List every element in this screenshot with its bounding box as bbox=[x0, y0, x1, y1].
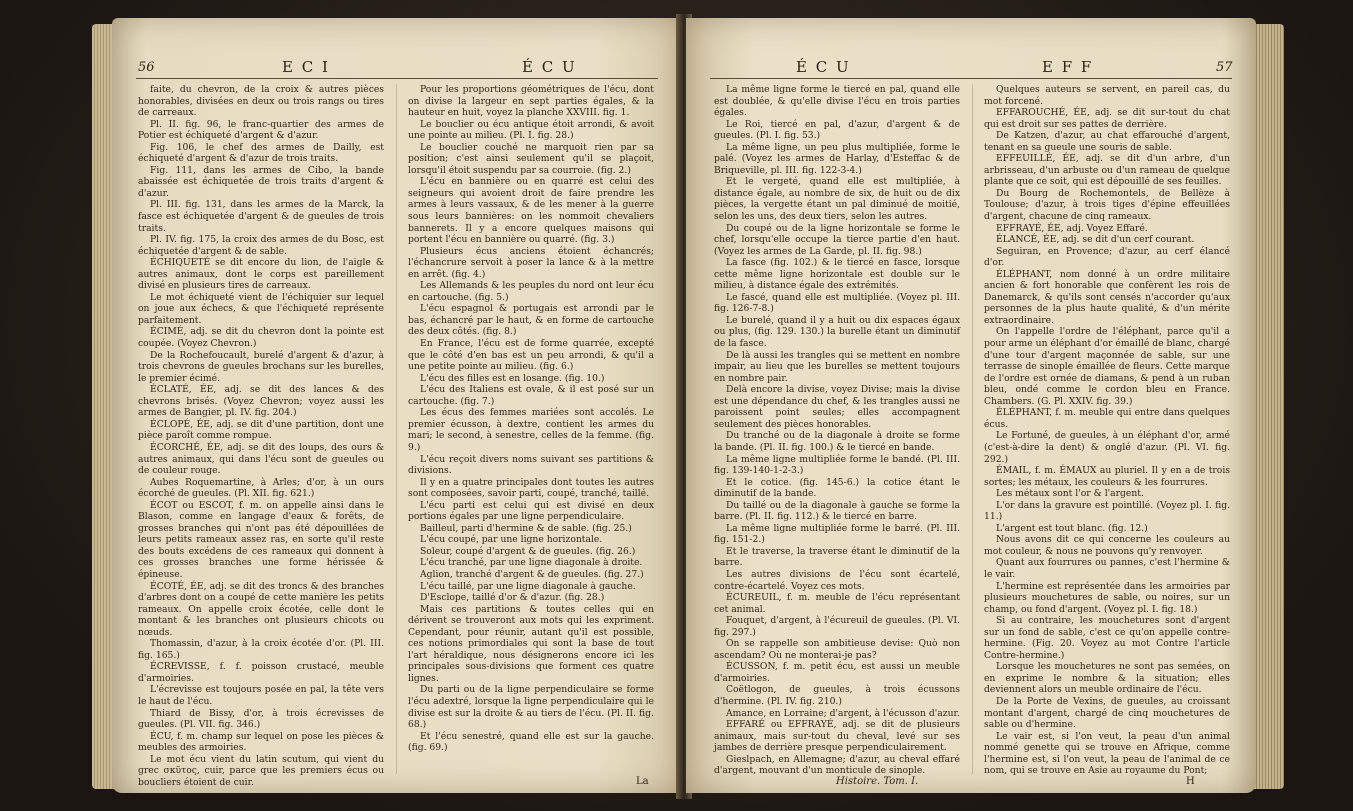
paragraph: ÉCIMÉ, adj. se dit du chevron dont la pointe est coupée. (Voyez Chevron.) bbox=[138, 326, 384, 350]
right-signature-mark: H bbox=[1186, 776, 1195, 787]
paragraph: L'écu tranché, par une ligne diagonale à droite. bbox=[420, 557, 643, 569]
paragraph: Et le cotice. (fig. 145-6.) la cotice étant le diminutif de la bande. bbox=[714, 476, 960, 500]
right-page-edges bbox=[1254, 24, 1284, 789]
paragraph: Le mot échiqueté vient de l'échiquier sur lequel on joue aux échecs, & que l'échiqueté représente parfaitement. bbox=[138, 291, 384, 326]
paragraph: Du taillé ou de la diagonale à gauche se forme la barre. (Pl. II. fig. 112.) & le tiercé en barre. bbox=[714, 499, 960, 523]
paragraph: ÉLÉPHANT, nom donné à un ordre militaire ancien & fort honorable que confèrent les rois de Danemarck, & qu'ils sont censés n'accorder qu'aux personnes de la plus haute qualité, & d'un mérite extraordinaire. bbox=[984, 268, 1230, 326]
paragraph: ÉCOT ou ESCOT, f. m. on appelle ainsi dans le Blason, comme en langage d'eaux & forêts, de grosses branches qui n'ont pas été dépouillées de leurs petits rameaux assez ras, en sorte qu'il reste des bouts excédens de ces rameaux qui donnent à ces grosses branches une forme hérissée & épineuse. bbox=[138, 499, 384, 580]
paragraph: Thomassin, d'azur, à la croix écotée d'or. (Pl. III. fig. 165.) bbox=[138, 638, 384, 661]
paragraph: Le bouclier ou écu antique étoit arrondi, & avoit une pointe au milieu. (Pl. I. fig. 28.) bbox=[408, 118, 654, 142]
paragraph: D'Esclope, taillé d'or & d'azur. (fig. 28.) bbox=[420, 592, 605, 604]
paragraph: Le mot écu vient du latin scutum, qui vient du grec σκῦτος, cuir, parce que les premiers écus ou boucliers étoient de cuir. bbox=[138, 753, 384, 788]
paragraph: Gieslpach, en Allemagne; d'azur, au cheval effaré d'argent, mouvant d'un monticule de sinople. bbox=[714, 753, 960, 777]
paragraph: Les métaux sont l'or & l'argent. bbox=[996, 488, 1144, 500]
paragraph: Amance, en Lorraine; d'argent, à l'écusson d'azur. bbox=[726, 707, 960, 719]
left-page bbox=[112, 18, 682, 793]
paragraph: ÉCLATÉ, ÉE, adj. se dit des lances & des chevrons brisés. (Voyez Chevron; voyez aussi les armes de Bangier, pl. IV. fig. 204.) bbox=[138, 384, 384, 419]
right-page-number: 57 bbox=[1216, 60, 1233, 75]
paragraph: Du tranché ou de la diagonale à droite se forme la bande. (Pl. II. fig. 100.) & le tiercé en bande. bbox=[714, 430, 960, 453]
paragraph: L'écu en bannière ou en quarré est celui des seigneurs qui avoient droit de faire prendre les armes à leurs vassaux, & de les mener à la guerre sous leurs bannières: on les nommoit chevaliers bannerets. Il y a encore quelques maisons qui portent l'écu en bannière ou quarré. (fig. 3.) bbox=[408, 176, 654, 246]
paragraph: L'écu parti est celui qui est divisé en deux portions égales par une ligne perpendiculaire. bbox=[408, 499, 654, 523]
left-page-edges bbox=[92, 24, 114, 789]
paragraph: ÉCLOPÉ, ÉE, adj. se dit d'une partition, dont une pièce paroît comme rompue. bbox=[138, 418, 384, 442]
paragraph: Pl. III. fig. 131, dans les armes de la Marck, la fasce est échiquetée d'argent & de gueules de trois traits. bbox=[138, 199, 384, 234]
paragraph: Aglion, tranché d'argent & de gueules. (fig. 27.) bbox=[420, 568, 644, 580]
paragraph: ÉCU, f. m. champ sur lequel on pose les pièces & meubles des armoiries. bbox=[138, 730, 384, 754]
paragraph: ÉMAIL, f. m. ÉMAUX au pluriel. Il y en a de trois sortes; les métaux, les couleurs & les fourrures. bbox=[984, 465, 1230, 488]
right-column-1 bbox=[714, 84, 960, 777]
paragraph: L'écu taillé, par une ligne diagonale à gauche. bbox=[420, 580, 636, 592]
paragraph: De là aussi les trangles qui se mettent en nombre impair, au lieu que les burelles se mettent toujours en nombre pair. bbox=[714, 349, 960, 384]
paragraph: La même ligne forme le tiercé en pal, quand elle est doublée, & qu'elle divise l'écu en trois parties égales. bbox=[714, 84, 960, 119]
paragraph: Le bouclier couché ne marquoit rien par sa position; c'est ainsi seulement qu'il se plaçoit, lorsqu'il étoit suspendu par sa courroie. (fig. 2.) bbox=[408, 141, 654, 176]
paragraph: Aubes Roquemartine, à Arles; d'or, à un ours écorché de gueules. (Pl. XII. fig. 621.) bbox=[138, 476, 384, 500]
paragraph: On se rappelle son ambitieuse devise: Quò non ascendam? Où ne monterai-je pas? bbox=[714, 638, 960, 661]
paragraph: faite, du chevron, de la croix & autres pièces honorables, divisées en deux ou trois rangs ou tires de carreaux. bbox=[138, 84, 384, 119]
paragraph: L'écrevisse est toujours posée en pal, la tête vers le haut de l'écu. bbox=[138, 684, 384, 707]
paragraph: Thiard de Bissy, d'or, à trois écrevisses de gueules. (Pl. VII. fig. 346.) bbox=[138, 707, 384, 731]
paragraph: Lorsque les mouchetures ne sont pas semées, on en exprime le nombre & la situation; elles deviennent alors un meuble ordinaire de l'écu. bbox=[984, 661, 1230, 696]
paragraph: Mais ces partitions & toutes celles qui en dérivent se trouveront aux mots qui les expriment. Cependant, pour réunir, autant qu'il est possible, ces notions primordiales qui sont la base de tout l'art héraldique, nous désignerons encore ici les principales sous-divisions que forment ces quatre lignes. bbox=[408, 603, 654, 684]
paragraph: L'hermine est représentée dans les armoiries par plusieurs mouchetures de sable, ou noires, sur un champ, ou fond d'argent. (Voyez pl. I. fig. 18.) bbox=[984, 580, 1230, 615]
paragraph: Il y en a quatre principales dont toutes les autres sont composées, savoir parti, coupé, tranché, taillé. bbox=[408, 476, 654, 500]
paragraph: ÉLANCÉ, ÉE, adj. se dit d'un cerf courant. bbox=[996, 234, 1195, 246]
paragraph: Fig. 106, le chef des armes de Dailly, est échiqueté d'argent & d'azur de trois traits. bbox=[138, 141, 384, 165]
paragraph: EFFAROUCHÉ, ÉE, adj. se dit sur-tout du chat qui est droit sur ses pattes de derrière. bbox=[984, 107, 1230, 130]
paragraph: Fig. 111, dans les armes de Cibo, la bande abaissée est échiquetée de trois traits d'argent & d'azur. bbox=[138, 164, 384, 199]
paragraph: Pour les proportions géométriques de l'écu, dont on divise la largeur en sept parties égales, & la hauteur en huit, voyez la planche XXVIII. fig. 1. bbox=[408, 84, 654, 119]
paragraph: Les écus des femmes mariées sont accolés. Le premier écusson, à dextre, contient les armes du mari; le second, à senestre, celles de la femme. (fig. 9.) bbox=[408, 407, 654, 453]
paragraph: L'écu des Italiens est ovale, & il est posé sur un cartouche. (fig. 7.) bbox=[408, 384, 654, 407]
paragraph: ÉCUSSON, f. m. petit écu, est aussi un meuble d'armoiries. bbox=[714, 661, 960, 684]
paragraph: De la Porte de Vexins, de gueules, au croissant montant d'argent, chargé de cinq mouchetures de sable ou d'hermine. bbox=[984, 695, 1230, 731]
paragraph: Le burelé, quand il y a huit ou dix espaces égaux ou plus, (fig. 129. 130.) la burelle étant un diminutif de la fasce. bbox=[714, 314, 960, 350]
paragraph: EFFRAYÉ, ÉE, adj. Voyez Effaré. bbox=[996, 222, 1148, 234]
paragraph: ÉCREVISSE, f. f. poisson crustacé, meuble d'armoiries. bbox=[138, 661, 384, 684]
paragraph: Et le traverse, la traverse étant le diminutif de la barre. bbox=[714, 545, 960, 569]
paragraph: ÉCHIQUETÉ se dit encore du lion, de l'aigle & autres animaux, dont le corps est pareillement divisé en plusieurs tires de carreaux. bbox=[138, 257, 384, 292]
paragraph: Quant aux fourrures ou pannes, c'est l'hermine & le vair. bbox=[984, 557, 1230, 580]
paragraph: Et l'écu senestré, quand elle est sur la gauche. (fig. 69.) bbox=[408, 730, 654, 754]
paragraph: EFFARÉ ou EFFRAYÉ, adj. se dit de plusieurs animaux, mais sur-tout du cheval, levé sur ses jambes de derrière presque perpendiculairement. bbox=[714, 719, 960, 754]
left-header-rule bbox=[136, 78, 658, 79]
paragraph: La fasce (fig. 102.) & le tiercé en fasce, lorsque cette même ligne horizontale est double sur le milieu, à distance égale des extrémités. bbox=[714, 257, 960, 292]
paragraph: Du coupé ou de la ligne horizontale se forme le chef, lorsqu'elle occupe la tierce partie d'en haut. (Voyez les armes de La Garde, pl. II. fig. 98.) bbox=[714, 222, 960, 257]
right-header-rule bbox=[710, 78, 1232, 79]
paragraph: Seguiran, en Provence; d'azur, au cerf élancé d'or. bbox=[984, 245, 1230, 269]
paragraph: EFFEUILLÉ, ÉE, adj. se dit d'un arbre, d'un arbrisseau, d'un arbuste ou d'un rameau de quelque plante que ce soit, qui est dépouillé de ses feuilles. bbox=[984, 153, 1230, 188]
paragraph: En France, l'écu est de forme quarrée, excepté que le côté d'en bas est un peu arrondi, & qu'il a une petite pointe au milieu. (fig. 6.) bbox=[408, 338, 654, 373]
paragraph: Plusieurs écus anciens étoient échancrés; l'échancrure servoit à poser la lance & à la mettre en arrêt. (fig. 4.) bbox=[408, 245, 654, 280]
paragraph: Coëtlogon, de gueules, à trois écussons d'hermine. (Pl. IV. fig. 210.) bbox=[714, 684, 960, 707]
paragraph: Soleur, coupé d'argent & de gueules. (fig. 26.) bbox=[420, 545, 636, 557]
paragraph: La même ligne multipliée forme le barré. (Pl. III. fig. 151-2.) bbox=[714, 522, 960, 546]
paragraph: Le Fortuné, de gueules, à un éléphant d'or, armé (c'est-à-dire la dent) & onglé d'azur. (Pl. VI. fig. 292.) bbox=[984, 430, 1230, 465]
left-page-number: 56 bbox=[138, 60, 155, 75]
paragraph: ÉLÉPHANT, f. m. meuble qui entre dans quelques écus. bbox=[984, 407, 1230, 430]
right-header-left: É C U bbox=[796, 58, 851, 76]
paragraph: Du parti ou de la ligne perpendiculaire se forme l'écu adextré, lorsque la ligne perpendiculaire qui le divise est sur la droite & au tiers de l'écu. (Pl. II. fig. 68.) bbox=[408, 684, 654, 731]
paragraph: Nous avons dit ce qui concerne les couleurs au mot couleur, & nous ne pouvons qu'y renvoyer. bbox=[984, 534, 1230, 557]
left-column-2 bbox=[408, 84, 654, 774]
paragraph: Le Roi, tiercé en pal, d'azur, d'argent & de gueules. (Pl. I. fig. 53.) bbox=[714, 118, 960, 142]
paragraph: L'écu coupé, par une ligne horizontale. bbox=[420, 534, 603, 546]
paragraph: L'écu des filles est en losange. (fig. 10.) bbox=[420, 372, 605, 384]
right-column-2 bbox=[984, 84, 1230, 777]
paragraph: Du Bourg de Rochemontels, de Bellèze à Toulouse; d'azur, à trois tiges d'épine effeuillées d'argent, chacune de cinq rameaux. bbox=[984, 187, 1230, 223]
left-column-divider bbox=[396, 84, 397, 774]
paragraph: La même ligne multipliée forme le bandé. (Pl. III. fig. 139-140-1-2-3.) bbox=[714, 453, 960, 477]
paragraph: De Katzen, d'azur, au chat effarouché d'argent, tenant en sa gueule une souris de sable. bbox=[984, 130, 1230, 153]
paragraph: Delà encore la divise, voyez Divise; mais la divise est une dépendance du chef, & les trangles aussi ne paroissent point seules; elles accompagnent seulement des pièces honorables. bbox=[714, 384, 960, 430]
paragraph: Quelques auteurs se servent, en pareil cas, du mot forcené. bbox=[984, 84, 1230, 107]
paragraph: Et le vergeté, quand elle est multipliée, à distance égale, au nombre de six, de huit ou de dix pièces, la vergette étant un pal diminué de moitié, selon les uns, des deux tiers, selon les autres. bbox=[714, 176, 960, 223]
right-header-right: E F F bbox=[1042, 58, 1094, 76]
paragraph: Fouquet, d'argent, à l'écureuil de gueules. (Pl. VI. fig. 297.) bbox=[714, 615, 960, 638]
paragraph: ÉCUREUIL, f. m. meuble de l'écu représentant cet animal. bbox=[714, 592, 960, 615]
paragraph: On l'appelle l'ordre de l'éléphant, parce qu'il a pour arme un éléphant d'or émaillé de blanc, chargé d'une tour d'argent maçonnée de sable, sur une terrasse de sinople émaillée de fleurs. Cette marque de l'ordre est ornée de diamans, & pend à un ruban bleu, ondé comme le cordon bleu en France. Chambers. (G. Pl. XXIV. fig. 39.) bbox=[984, 326, 1230, 407]
paragraph: L'or dans la gravure est pointillé. (Voyez pl. I. fig. 11.) bbox=[984, 499, 1230, 523]
paragraph: Pl. II. fig. 96, le franc-quartier des armes de Potier est échiqueté d'argent & d'azur. bbox=[138, 118, 384, 142]
paragraph: ÉCOTÉ, ÉE, adj. se dit des troncs & des branches d'arbres dont on a coupé de cette manière les petits rameaux. On appelle croix écotée, celle dont le montant & les branches ont plusieurs chicots ou nœuds. bbox=[138, 580, 384, 638]
left-catchword: La bbox=[636, 776, 649, 787]
paragraph: L'argent est tout blanc. (fig. 12.) bbox=[996, 522, 1148, 534]
paragraph: L'écu espagnol & portugais est arrondi par le bas, échancré par le haut, & en forme de cartouche des deux côtés. (fig. 8.) bbox=[408, 303, 654, 338]
paragraph: Les autres divisions de l'écu sont écartelé, contre-écartelé. Voyez ces mots. bbox=[714, 568, 960, 592]
paragraph: Si au contraire, les mouchetures sont d'argent sur un fond de sable, c'est ce qu'on appelle contre-hermine. (Fig. 20. Voyez au mot Contre l'article Contre-hermine.) bbox=[984, 615, 1230, 661]
paragraph: De la Rochefoucault, burelé d'argent & d'azur, à trois chevrons de gueules brochans sur les burelles, le premier écimé. bbox=[138, 349, 384, 384]
paragraph: Le vair est, si l'on veut, la peau d'un animal nommé genette qui se trouve en Afrique, comme l'hermine est, si l'on veut, la peau de l'animal de ce nom, qui se trouve en Asie au royaume du Pont; bbox=[984, 730, 1230, 777]
paragraph: L'écu reçoit divers noms suivant ses partitions & divisions. bbox=[408, 453, 654, 477]
left-header-left: E C I bbox=[282, 58, 330, 76]
left-column-1 bbox=[138, 84, 384, 788]
right-page bbox=[686, 18, 1256, 793]
paragraph: Le fascé, quand elle est multipliée. (Voyez pl. III. fig. 126-7-8.) bbox=[714, 291, 960, 315]
paragraph: Les Allemands & les peuples du nord ont leur écu en cartouche. (fig. 5.) bbox=[408, 280, 654, 303]
paragraph: Bailleul, parti d'hermine & de sable. (fig. 25.) bbox=[420, 522, 632, 534]
paragraph: Pl. IV. fig. 175, la croix des armes de du Bosc, est échiquetée d'argent & de sable. bbox=[138, 234, 384, 257]
left-header-right: É C U bbox=[522, 58, 577, 76]
right-footer-volume: Histoire. Tom. I. bbox=[836, 776, 919, 787]
paragraph: La même ligne, un peu plus multipliée, forme le palé. (Voyez les armes de Harlay, d'Esteffac & de Briqueville, pl. III. fig. 122-3-4.) bbox=[714, 141, 960, 176]
paragraph: ÉCORCHÉ, ÉE, adj. se dit des loups, des ours & autres animaux, qui dans l'écu sont de gueules ou de couleur rouge. bbox=[138, 441, 384, 477]
right-column-divider bbox=[972, 84, 973, 774]
